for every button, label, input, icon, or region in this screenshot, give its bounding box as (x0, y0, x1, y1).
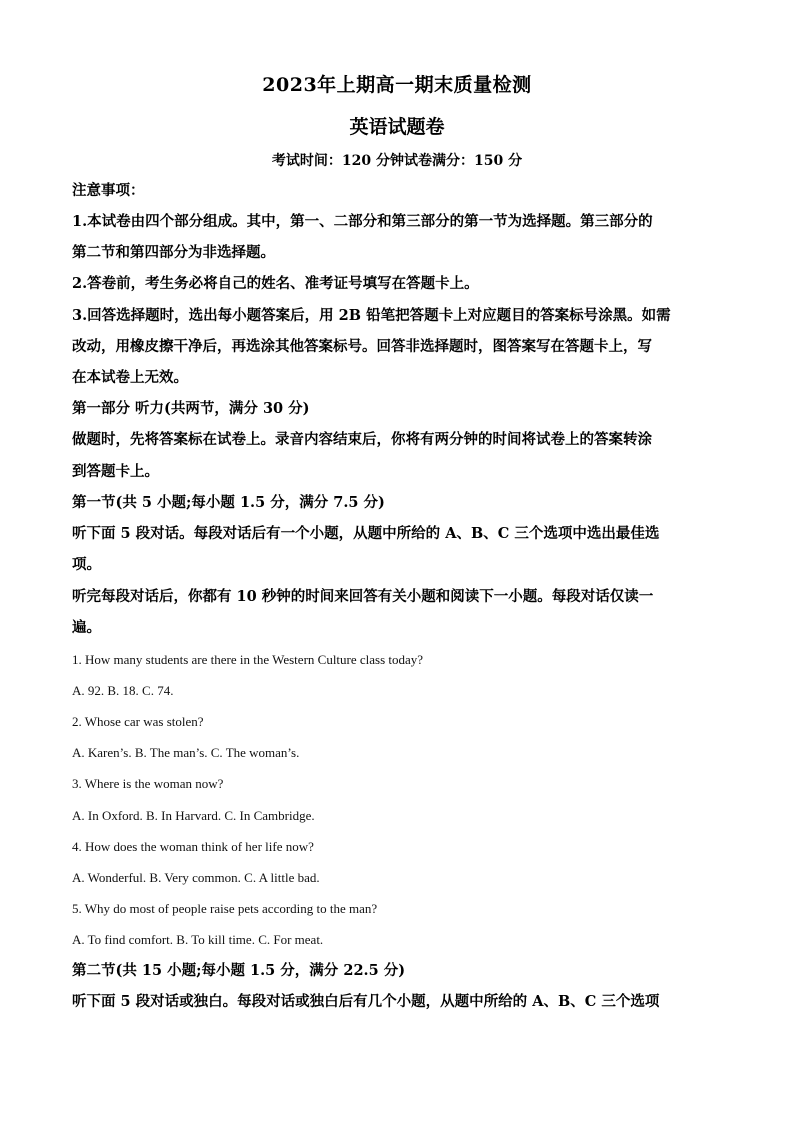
part1-intro-line2: 到答题卡上。 (72, 463, 159, 480)
question-2-options: A. Karen’s. B. The man’s. C. The woman’s. (72, 745, 300, 760)
section2-instr-line1: 听下面 5 段对话或独白。每段对话或独白后有几个小题，从题中所给的 A、B、C 三个选项 (72, 993, 660, 1010)
question-4: 4. How does the woman think of her life now? (72, 839, 314, 854)
section1-instr1-line1: 听下面 5 段对话。每段对话后有一个小题，从题中所给的 A、B、C 三个选项中选出最佳选 (72, 525, 660, 542)
section1-instr1-line2: 项。 (72, 556, 101, 573)
question-2: 2. Whose car was stolen? (72, 714, 204, 729)
question-3-options: A. In Oxford. B. In Harvard. C. In Cambridge. (72, 808, 315, 823)
notice-item3-line2: 改动，用橡皮擦干净后，再选涂其他答案标号。回答非选择题时，图答案写在答题卡上，写 (72, 338, 652, 355)
section2-heading: 第二节(共 15 小题;每小题 1.5 分，满分 22.5 分) (72, 962, 406, 979)
part1-heading: 第一部分 听力(共两节，满分 30 分) (72, 400, 310, 417)
question-5: 5. Why do most of people raise pets according to the man? (72, 901, 378, 916)
notice-item1-line2: 第二节和第四部分为非选择题。 (72, 244, 275, 261)
question-1-options: A. 92. B. 18. C. 74. (72, 683, 174, 698)
notice-item3-line3: 在本试卷上无效。 (72, 369, 188, 386)
question-5-options: A. To find comfort. B. To kill time. C. For meat. (72, 932, 324, 947)
part1-intro-line1: 做题时，先将答案标在试卷上。录音内容结束后，你将有两分钟的时间将试卷上的答案转涂 (72, 431, 652, 448)
section1-instr2-line1: 听完每段对话后，你都有 10 秒钟的时间来回答有关小题和阅读下一小题。每段对话仅读一 (72, 588, 654, 605)
exam-subtitle: 英语试题卷 (349, 116, 445, 138)
notice-item3-line1: 3.回答选择题时，选出每小题答案后，用 2B 铅笔把答题卡上对应题目的答案标号涂黑。如需 (72, 307, 671, 324)
notice-heading: 注意事项： (72, 182, 145, 199)
notice-item1-line1: 1.本试卷由四个部分组成。其中，第一、二部分和第三部分的第一节为选择题。第三部分的 (72, 213, 653, 230)
question-1: 1. How many students are there in the Western Culture class today? (72, 652, 424, 667)
exam-title: 2023年上期高一期末质量检测 (262, 74, 532, 96)
question-3: 3. Where is the woman now? (72, 776, 224, 791)
section1-instr2-line2: 遍。 (72, 619, 101, 636)
exam-info: 考试时间：120 分钟试卷满分：150 分 (271, 153, 523, 169)
question-4-options: A. Wonderful. B. Very common. C. A little bad. (72, 870, 320, 885)
notice-item2: 2.答卷前，考生务必将自己的姓名、准考证号填写在答题卡上。 (72, 275, 479, 292)
section1-heading: 第一节(共 5 小题;每小题 1.5 分，满分 7.5 分) (72, 494, 385, 511)
